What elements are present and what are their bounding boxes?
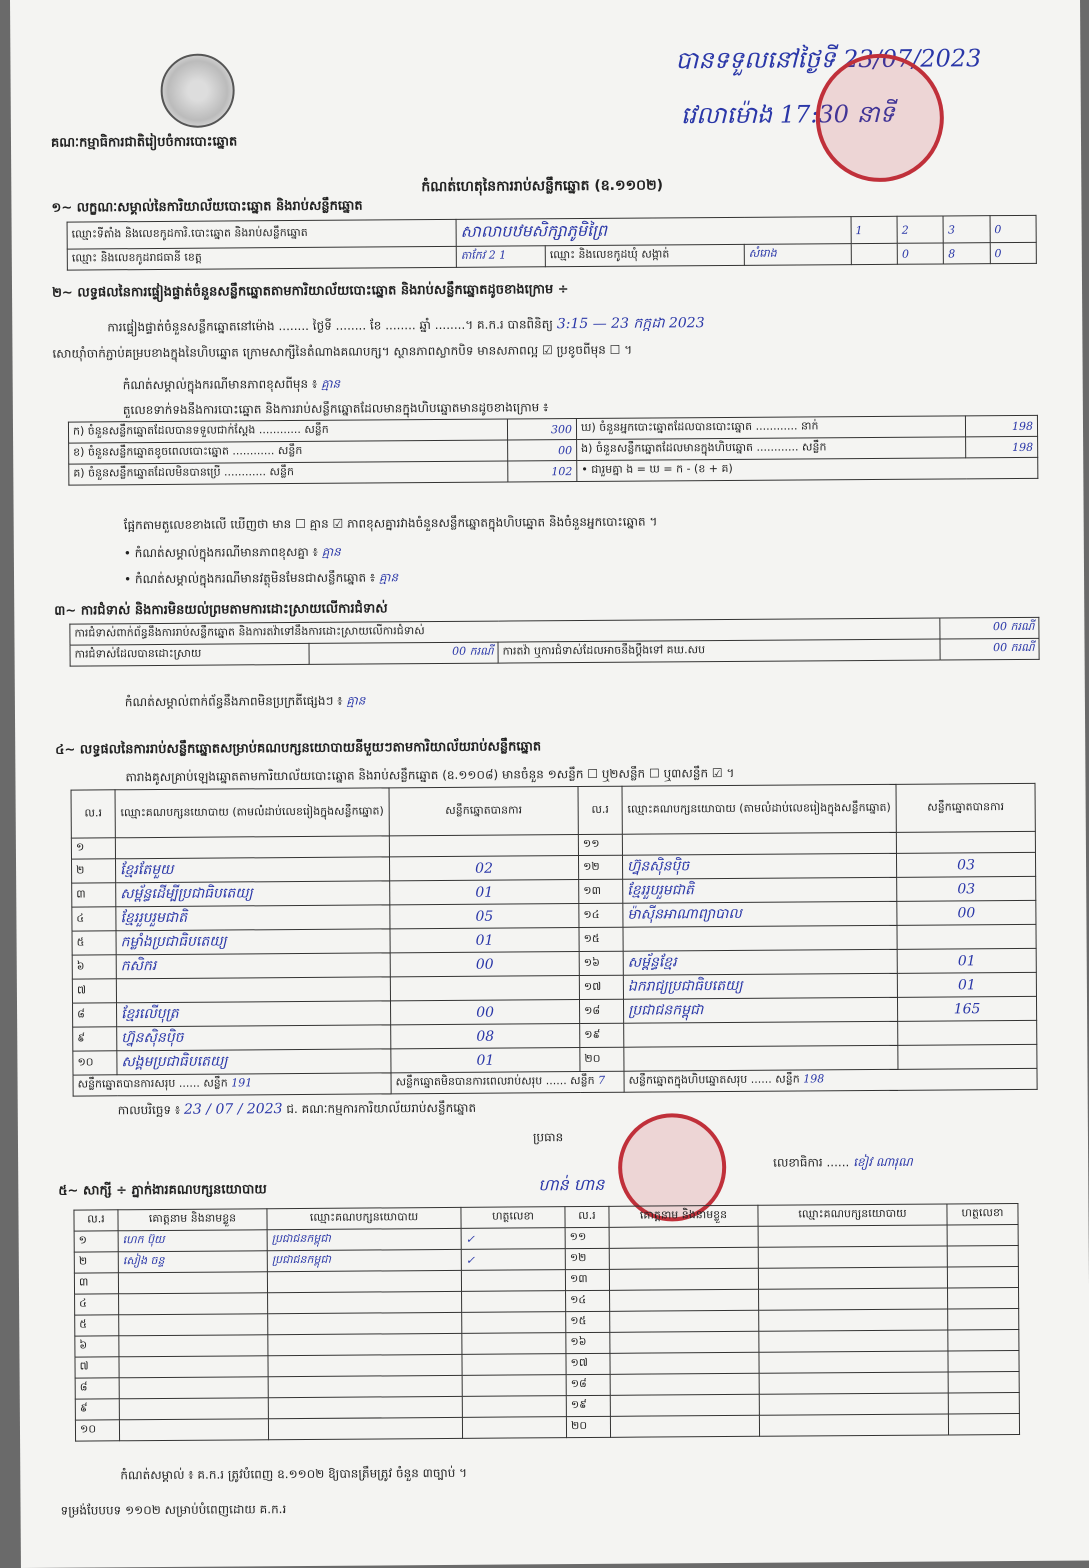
party-cell-no: ៣	[72, 883, 116, 907]
section-2-title: ២~ លទ្ធផលនៃការផ្ទៀងផ្ទាត់ចំនួនសន្លឹកឆ្នោតតាមការិយាល័យបោះឆ្នោត និងរាប់សន្លឹកឆ្នោតដូចខាងក្រោម ÷	[51, 282, 569, 301]
witness-cell-no2: ១៨	[566, 1374, 610, 1395]
party-cell-votes2: 03	[896, 852, 1035, 877]
unused-ballots-value: 102	[508, 461, 577, 482]
witness-cell-empty	[948, 1350, 1019, 1371]
party-cell-no2: ១៦	[579, 951, 623, 975]
witness-cell-name	[119, 1398, 268, 1420]
party-cell-no2: ១៣	[579, 879, 623, 903]
witness-cell-empty	[759, 1330, 948, 1352]
difference-note-value: គ្មាន	[321, 544, 341, 559]
chair-signature: ហាន់ ហាន	[538, 1174, 605, 1195]
witness-cell-empty	[609, 1268, 758, 1290]
witness-cell-no: ១	[74, 1231, 118, 1252]
witness-cell-empty	[610, 1289, 759, 1311]
party-cell-party2: ហ្វ៊ុនស៊ិនប៉ិច	[622, 853, 896, 879]
party-cell-no: ៧	[72, 979, 116, 1003]
witness-cell-party: ប្រជាជនកម្ពុជា	[267, 1228, 461, 1250]
witness-cell-empty	[948, 1413, 1019, 1434]
party-cell-votes2: 165	[897, 996, 1036, 1021]
witness-cell-party	[268, 1354, 462, 1376]
complaints-total-value: 00 ករណី	[940, 617, 1039, 639]
party-cell-party: ខ្មែរតែមួយ	[115, 857, 389, 883]
chair-label: ប្រធាន	[532, 1130, 564, 1145]
section-5-title: ៥~ សាក្សី ÷ ភ្នាក់ងារគណបក្សនយោបាយ	[58, 1182, 267, 1199]
party-cell-votes: 01	[390, 928, 579, 953]
witness-cell-empty	[609, 1226, 758, 1248]
party-cell-party: សម្ព័ន្ធដើម្បីប្រជាធិបតេយ្យ	[116, 881, 390, 907]
party-cell-votes: 02	[389, 856, 578, 881]
party-cell-party: កម្លាំងប្រជាធិបតេយ្យ	[116, 929, 390, 955]
irregularity-note: កំណត់សម្គាល់ពាក់ព័ន្ធនឹងភាពមិនប្រក្រតីផ្សេងៗ ៖ គ្មាន	[124, 693, 366, 710]
match-text: ផ្អែកតាមតួលេខខាងលើ ឃើញថា មាន ☐ គ្មាន ☑ ភាពខុសគ្នារវាងចំនួនសន្លឹកឆ្នោតក្នុងហិបឆ្នោត និងចំនួនអ្នកបោះឆ្នោត ។	[123, 514, 658, 533]
party-cell-votes2	[897, 924, 1036, 949]
ballot-summary-table	[68, 415, 1038, 486]
party-cell-party: ខ្មែរលើបុត្រ	[117, 1001, 391, 1027]
party-cell-party	[116, 977, 390, 1003]
witness-cell-name	[119, 1419, 268, 1441]
witness-cell-no2: ១៧	[566, 1353, 610, 1374]
non-ballot-note: • កំណត់សម្គាល់ក្នុងករណីមានវត្ថុមិនមែនជាសន្លឹកឆ្នោត ៖ គ្មាន	[123, 570, 399, 587]
party-cell-party2: ម៉ាស៊ីនអាណាព្យាបាល	[623, 901, 897, 927]
party-cell-votes: 05	[390, 904, 579, 929]
col-party-2: ឈ្មោះគណបក្សនយោបាយ (តាមលំដាប់លេខរៀងក្នុងសន្លឹកឆ្នោត)	[622, 784, 896, 834]
witness-cell-empty	[610, 1352, 759, 1374]
witness-cell-party	[268, 1396, 462, 1418]
witness-cell-empty	[947, 1245, 1018, 1266]
voters-value: 198	[965, 415, 1037, 437]
witness-cell-sign	[462, 1291, 566, 1313]
party-cell-votes: 08	[391, 1024, 580, 1049]
party-cell-party: សង្គមប្រជាធិបតេយ្យ	[117, 1049, 391, 1075]
party-cell-no: ៦	[72, 955, 116, 979]
party-cell-no: ១០	[73, 1051, 117, 1075]
complaints-appeal-label: ការតវ៉ា ឬការជំទាស់ដែលអាចនឹងប្ដឹងទៅ គឃ.សប	[498, 639, 940, 663]
witness-cell-no2: ១៤	[566, 1290, 610, 1311]
party-cell-party2: ប្រជាជនកម្ពុជា	[623, 997, 897, 1023]
witness-cell-sign: ✓	[461, 1228, 565, 1250]
witness-cell-sign	[461, 1270, 565, 1292]
col-no-2: ល.រ	[578, 786, 622, 834]
witness-cell-sign	[462, 1375, 566, 1397]
count-start-value: 3:15 — 23 កក្កដា 2023	[556, 315, 705, 333]
polling-station-label: ឈ្មោះទីតាំង និងលេខកូដការិ.បោះឆ្នោត និងរាប់សន្លឹកឆ្នោត	[67, 219, 456, 249]
station-code-3: 3	[943, 216, 989, 243]
station-code-2: 2	[897, 216, 943, 243]
party-cell-no2: ២០	[580, 1047, 624, 1071]
witness-cell-party: ប្រជាជនកម្ពុជា	[267, 1249, 461, 1271]
witness-cell-name	[118, 1272, 267, 1294]
party-cell-no: ៥	[72, 931, 116, 955]
party-cell-no2: ១៩	[580, 1023, 624, 1047]
witness-cell-empty	[759, 1351, 948, 1373]
party-cell-votes: 00	[390, 952, 579, 977]
witness-cell-empty	[610, 1310, 759, 1332]
party-cell-party2: សម្ព័ន្ធខ្មែរ	[623, 949, 897, 975]
witness-cell-empty	[948, 1371, 1019, 1392]
received-ballots-value: 300	[507, 419, 576, 440]
complaints-appeal-value: 00 ករណី	[940, 638, 1039, 660]
received-ballots-label: ក) ចំនួនសន្លឹកឆ្នោតដែលបានទទួលជាក់ស្តែង ............ សន្លឹក	[68, 419, 507, 443]
complaints-table	[69, 617, 1039, 667]
footer-note: កំណត់សម្គាល់ ៖ គ.ក.រ ត្រូវបំពេញ ឧ.១១០២ ឱ្យបានត្រឹមត្រូវ ចំនួន ៣ច្បាប់ ។	[120, 1465, 468, 1483]
party-rows	[71, 831, 1037, 1075]
witness-cell-name	[119, 1377, 268, 1399]
witness-cell-no: ៩	[75, 1399, 119, 1420]
witness-cell-empty	[610, 1415, 759, 1437]
witness-cell-empty	[758, 1246, 947, 1268]
witness-cell-empty	[947, 1224, 1018, 1245]
col-votes: សន្លឹកឆ្នោតបានការ	[389, 787, 578, 836]
received-date: បានទទួលនៅថ្ងៃទី 23/07/2023	[675, 44, 982, 75]
party-cell-no: ៨	[73, 1003, 117, 1027]
party-cell-votes: 01	[390, 880, 579, 905]
section-4-instruction: តារាងគូសគ្រាប់ឡេងឆ្នោតតាមការិយាល័យបោះឆ្នោត និងរាប់សន្លឹកឆ្នោត (ឧ.១១០៨) មានចំនួន ១សន្លឹក ☐ ឬ២សន្លឹក ☐ ឬ៣សន្លឹក ☑ ។	[125, 765, 735, 785]
party-cell-party2: ខ្មែររួបរួមជាតិ	[623, 877, 897, 903]
received-time: វេលាម៉ោង 17:30 នាទី	[680, 99, 895, 130]
witness-cell-empty	[758, 1225, 947, 1247]
party-cell-no2: ១៥	[579, 927, 623, 951]
invalid-votes-total: សន្លឹកឆ្នោតមិនបានការពេលរាប់សរុប ...... សន្លឹក 7	[391, 1071, 624, 1094]
witness-cell-name: ហេក ប៊ុយ	[118, 1230, 267, 1252]
ballots-in-box-label: ង) ចំនួនសន្លឹកឆ្នោតដែលមានក្នុងហិបឆ្នោត ............ សន្លឹក	[577, 437, 966, 461]
party-cell-votes2	[898, 1044, 1037, 1069]
witness-cell-name	[119, 1314, 268, 1336]
witness-cell-empty	[948, 1392, 1019, 1413]
party-cell-no: ២	[71, 859, 115, 883]
complaints-resolved-label: ការជំទាស់ដែលបានដោះស្រាយ	[70, 643, 309, 666]
commune-code-1: 0	[897, 243, 943, 264]
formula-text: • ជារួមគ្នា ង = ឃ = ក - (ខ + គ)	[577, 457, 1038, 481]
party-cell-party2	[624, 1045, 898, 1071]
nec-emblem-icon	[160, 53, 235, 128]
province-label: ឈ្មោះ និងលេខកូដរាជធានី ខេត្ត	[67, 246, 456, 270]
org-name: គណៈកម្មាធិការជាតិរៀបចំការបោះឆ្នោត	[50, 134, 238, 151]
witness-cell-empty	[759, 1414, 948, 1436]
polling-station-value: សាលាបឋមសិក្សាភូមិព្រៃ	[456, 217, 851, 247]
witness-cell-no: ៨	[75, 1378, 119, 1399]
witness-cell-name	[119, 1356, 268, 1378]
complaints-total-label: ការជំទាស់ពាក់ព័ន្ធនឹងការរាប់សន្លឹកឆ្នោត និងការតវ៉ាទៅនឹងការដោះស្រាយលើការជំទាស់	[70, 618, 940, 645]
witness-cell-party	[268, 1291, 462, 1313]
difference-note: • កំណត់សម្គាល់ក្នុងករណីមានភាពខុសគ្នា ៖ គ្មាន	[123, 544, 341, 561]
witness-cell-empty	[759, 1288, 948, 1310]
section-1-title: ១~ លក្ខណៈសម្គាល់នៃការិយាល័យបោះឆ្នោត និងរាប់សន្លឹកឆ្នោត	[51, 198, 363, 216]
party-cell-votes2	[898, 1020, 1037, 1045]
witness-cell-empty	[759, 1372, 948, 1394]
party-cell-votes	[390, 976, 579, 1001]
witness-cell-empty	[610, 1394, 759, 1416]
witness-cell-empty	[759, 1393, 948, 1415]
witness-table: ល.រ គោត្តនាម និងនាមខ្លួន ឈ្មោះគណបក្សនយោបាយ ហត្ថលេខា ល.រ គោត្តនាម និងនាមខ្លួន ឈ្មោះគណបក្សនយោបាយ ហត្ថលេខា ១ ហេក ប៊ុយ ប្រជាជនកម្ពុជា ✓ ១១ ២ សៀង ចន្ទ ប្រជាជនកម្ពុជា ✓ ១២ ៣ ១៣ ៤ ១៤ ៥ ១៥ ៦ ១៦ ៧ ១៧ ៨ ១៨ ៩ ១៩ ១០ ២០	[73, 1203, 1020, 1442]
witness-cell-no2: ១៥	[566, 1311, 610, 1332]
province-value: តាកែវ 2 1	[456, 246, 545, 268]
party-cell-votes: 00	[390, 1000, 579, 1025]
party-cell-votes2	[896, 831, 1035, 853]
witness-cell-party	[268, 1417, 462, 1439]
seal-note-value: គ្មាន	[321, 376, 341, 391]
col-votes-2: សន្លឹកឆ្នោតបានការ	[896, 783, 1035, 832]
witness-cell-no: ១០	[75, 1420, 119, 1441]
party-cell-no: ៩	[73, 1027, 117, 1051]
signing-date: កាលបរិច្ឆេទ ៖ 23 / 07 / 2023 ជ. គណៈកម្មការការិយាល័យរាប់សន្លឹកឆ្នោត	[117, 1100, 477, 1118]
witness-cell-no2: ១៣	[565, 1269, 609, 1290]
party-cell-votes2: 00	[897, 900, 1036, 925]
col-party: ឈ្មោះគណបក្សនយោបាយ (តាមលំដាប់លេខរៀងក្នុងសន្លឹកឆ្នោត)	[115, 788, 389, 838]
party-cell-party2	[623, 925, 897, 951]
party-cell-party2	[624, 1021, 898, 1047]
ballot-summary-text: តួលេខទាក់ទងនឹងការបោះឆ្នោត និងការរាប់សន្លឹកឆ្នោតដែលមានក្នុងហិបឆ្នោតមានដូចខាងក្រោម ៖	[122, 400, 549, 418]
witness-cell-sign	[462, 1396, 566, 1418]
party-cell-party2	[622, 832, 896, 855]
party-cell-votes2: 01	[897, 948, 1036, 973]
box-ballots-total: សន្លឹកឆ្នោតក្នុងហិបឆ្នោតសរុប ...... សន្លឹក 198	[624, 1068, 1037, 1092]
party-cell-votes: 01	[391, 1048, 580, 1073]
irregularity-note-value: គ្មាន	[346, 693, 366, 708]
witness-cell-no2: ១៦	[566, 1332, 610, 1353]
valid-votes-total: សន្លឹកឆ្នោតបានការសរុប ...... សន្លឹក 191	[73, 1073, 391, 1096]
witness-cell-party	[267, 1270, 461, 1292]
party-cell-party: កសិករ	[116, 953, 390, 979]
witness-cell-no: ៤	[75, 1294, 119, 1315]
party-cell-party2: ឯករាជ្យប្រជាធិបតេយ្យ	[623, 973, 897, 999]
witness-cell-empty	[610, 1373, 759, 1395]
seal-note: កំណត់សម្គាល់ក្នុងករណីមានភាពខុសពីមុន ៖ គ្មាន	[122, 376, 341, 393]
witness-cell-party	[268, 1375, 462, 1397]
witness-cell-name	[119, 1293, 268, 1315]
party-cell-no: ៤	[72, 907, 116, 931]
voters-label: ឃ) ចំនួនអ្នកបោះឆ្នោតដែលបានបោះឆ្នោត ............ នាក់	[576, 416, 965, 440]
witness-cell-empty	[758, 1267, 947, 1289]
section-4-title: ៤~ លទ្ធផលនៃការរាប់សន្លឹកឆ្នោតសម្រាប់គណបក្សនយោបាយនីមួយៗតាមការិយាល័យរាប់សន្លឹកឆ្នោត	[55, 739, 542, 758]
unused-ballots-label: គ) ចំនួនសន្លឹកឆ្នោតដែលមិនបានប្រើ ............ សន្លឹក	[69, 461, 508, 485]
witness-cell-no: ៧	[75, 1357, 119, 1378]
witness-cell-no2: ១២	[565, 1248, 609, 1269]
witness-cell-sign	[462, 1354, 566, 1376]
secretary: លេខាធិការ ...... ខៀវ ណារុណ	[773, 1154, 913, 1170]
party-cell-party: ខ្មែររួបរួមជាតិ	[116, 905, 390, 931]
complaints-resolved-value: 00 ករណី	[309, 642, 498, 664]
witness-cell-empty	[610, 1331, 759, 1353]
party-cell-votes	[389, 835, 578, 857]
witness-cell-empty	[948, 1287, 1019, 1308]
witness-cell-no2: ២០	[566, 1416, 610, 1437]
commune-code-3: 0	[990, 242, 1036, 263]
witness-cell-empty	[609, 1247, 758, 1269]
witness-cell-party	[268, 1312, 462, 1334]
witness-cell-party	[268, 1333, 462, 1355]
party-cell-no2: ១២	[578, 855, 622, 879]
spoiled-ballots-value: 00	[508, 440, 577, 461]
form-version: ទម្រង់បែបបទ ១១០២ សម្រាប់បំពេញដោយ គ.ក.រ	[60, 1502, 287, 1518]
party-cell-no: ១	[71, 838, 115, 859]
station-code-4: 0	[990, 215, 1036, 242]
witness-cell-no: ៣	[74, 1273, 118, 1294]
witness-cell-sign	[462, 1333, 566, 1355]
witness-cell-sign	[462, 1312, 566, 1334]
witness-cell-no: ២	[74, 1252, 118, 1273]
party-cell-no2: ១៤	[579, 903, 623, 927]
commune-label: ឈ្មោះ និងលេខកូដឃុំ សង្កាត់	[545, 244, 744, 266]
commune-code-2: 8	[944, 243, 990, 264]
witness-cell-empty	[947, 1266, 1018, 1287]
witness-cell-no: ៥	[75, 1315, 119, 1336]
spoiled-ballots-label: ខ) ចំនួនសន្លឹកឆ្នោតខូចពេលបោះឆ្នោត ............ សន្លឹក	[69, 440, 508, 464]
party-results-table	[71, 783, 1038, 1097]
ballots-in-box-value: 198	[966, 436, 1038, 458]
section-3-title: ៣~ ការជំទាស់ និងការមិនយល់ព្រមតាមការដោះស្រាយលើការជំទាស់	[54, 601, 388, 619]
witness-cell-no: ៦	[75, 1336, 119, 1357]
witness-cell-sign: ✓	[461, 1249, 565, 1271]
witness-cell-empty	[948, 1308, 1019, 1329]
non-ballot-note-value: គ្មាន	[378, 570, 399, 585]
party-cell-votes2: 01	[897, 972, 1036, 997]
witness-cell-no2: ១១	[565, 1227, 609, 1248]
party-cell-no2: ១១	[578, 834, 622, 855]
party-cell-votes2: 03	[897, 876, 1036, 901]
witness-cell-no2: ១៩	[566, 1395, 610, 1416]
witness-cell-name: សៀង ចន្ទ	[118, 1251, 267, 1273]
witness-rows	[74, 1224, 1019, 1441]
form-title: កំណត់ហេតុនៃការរាប់សន្លឹកឆ្នោត (ឧ.១១០២)	[421, 177, 664, 196]
party-cell-party: ហ្វ៊ុនស៊ិនប៉ិច	[117, 1025, 391, 1051]
official-stamp-top-icon	[815, 53, 944, 182]
party-cell-no2: ១៨	[579, 999, 623, 1023]
witness-cell-name	[119, 1335, 268, 1357]
section-1-table	[67, 215, 1037, 271]
count-start-text: ការផ្ទៀងផ្ទាត់ចំនួនសន្លឹកឆ្នោតនៅម៉ោង ........ ថ្ងៃទី ........ ខែ ........ ឆ្នាំ ........។ គ.ក.រ បានពិនិត្យ 3:15 — 23 កក្កដា 2023	[107, 315, 705, 335]
col-no: ល.រ	[71, 790, 115, 838]
witness-cell-empty	[759, 1309, 948, 1331]
station-code-1: 1	[851, 216, 897, 243]
party-cell-no2: ១៧	[579, 975, 623, 999]
commune-value: សំរោង	[744, 244, 851, 266]
witness-cell-sign	[462, 1417, 566, 1439]
witness-cell-empty	[948, 1329, 1019, 1350]
party-cell-party	[115, 836, 389, 859]
seal-text: សោយ៉ាំចាក់ភ្ជាប់គម្របខាងក្នុងនៃហិបឆ្នោត ក្រោមសាក្សីនៃតំណាងគណបក្ស។ ស្ថានភាពស្លាកបិទ មានសភាពល្អ ☑ ប្រខូចពីមុន ☐ ។	[52, 342, 633, 361]
form-page	[10, 0, 1089, 1568]
